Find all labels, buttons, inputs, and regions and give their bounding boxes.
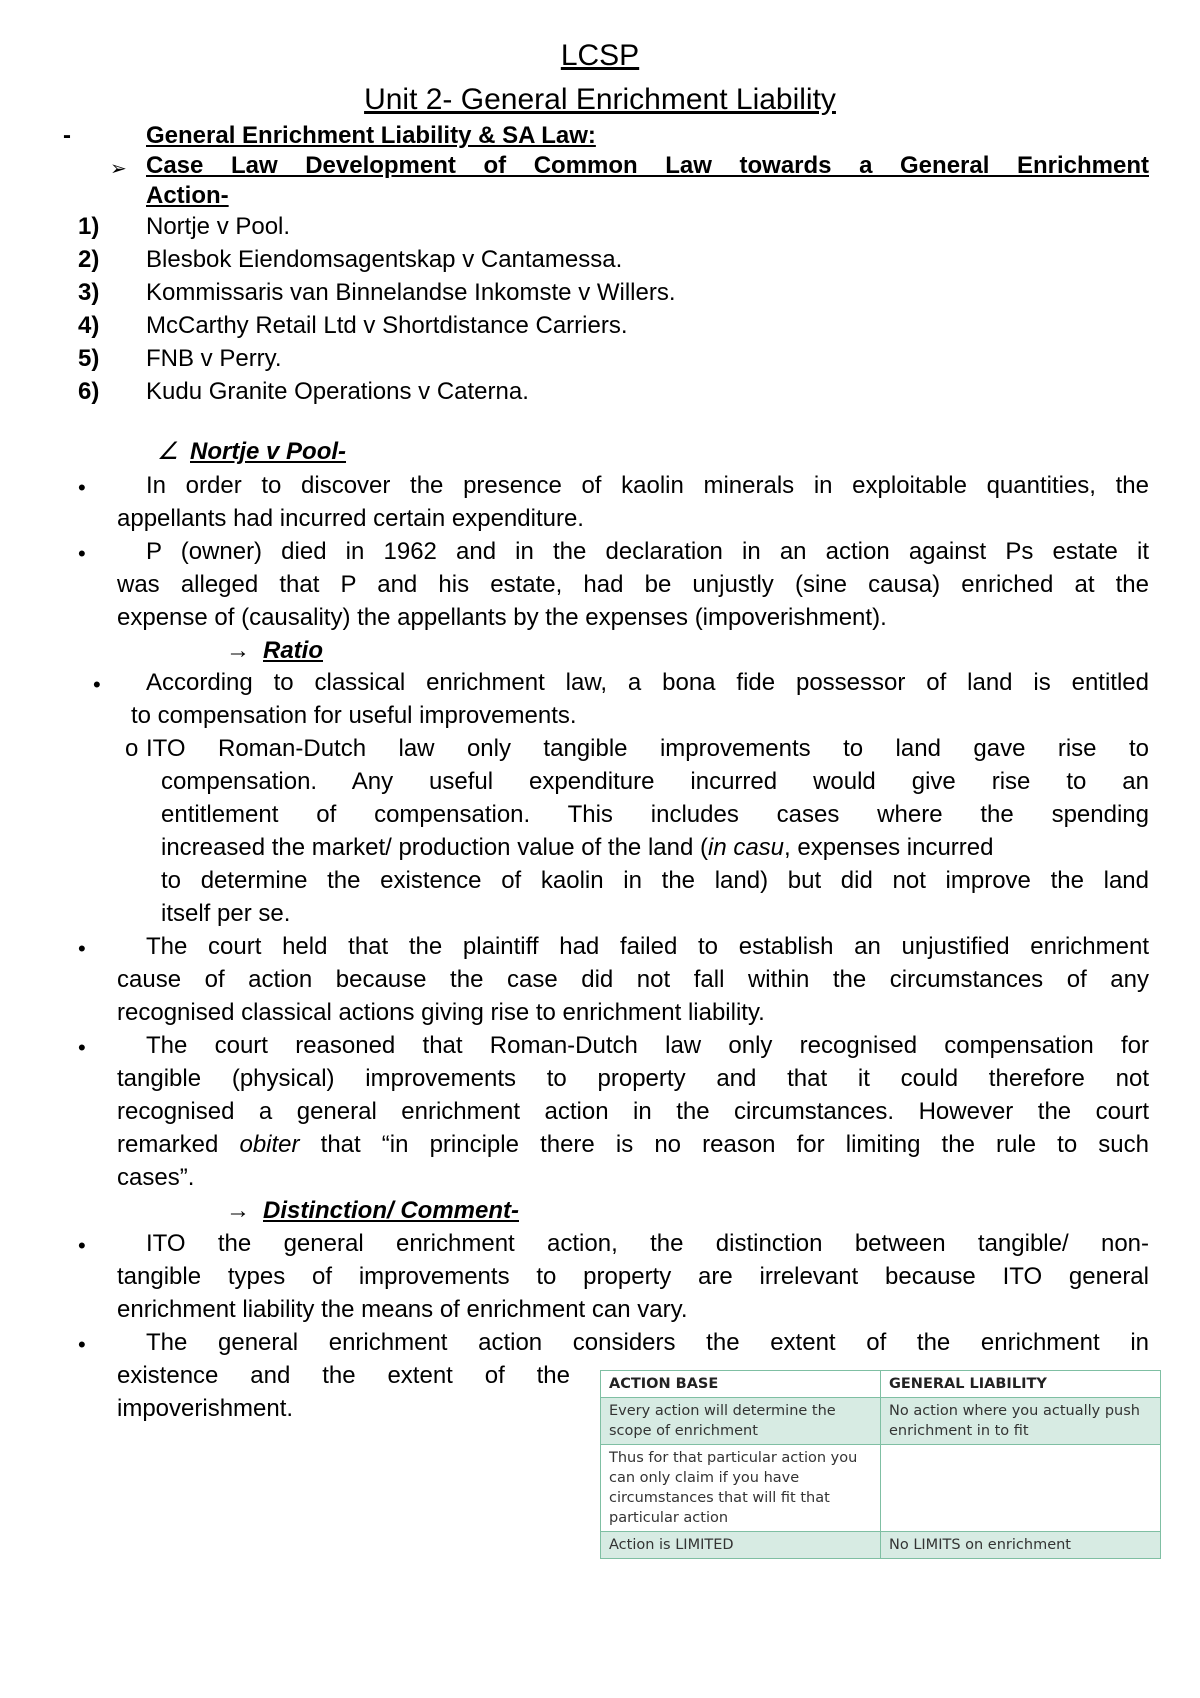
facts-1-line-2: appellants had incurred certain expenditure. xyxy=(117,505,584,532)
table-header-cell: GENERAL LIABILITY xyxy=(881,1371,1161,1398)
ratio-sub-line-3: entitlement of compensation. This includes cases where the spending xyxy=(161,801,1149,828)
facts-2-line-2: was alleged that P and his estate, had be unjustly (sine causa) enriched at the xyxy=(117,571,1149,598)
case-name: McCarthy Retail Ltd v Shortdistance Carriers. xyxy=(146,312,628,339)
section-dash: - xyxy=(63,122,71,149)
held-1-line-1: The court held that the plaintiff had failed to establish an unjustified enrichment xyxy=(146,933,1149,960)
held-text: remarked xyxy=(117,1131,240,1158)
held-2-line-3: recognised a general enrichment action in the circumstances. However the court xyxy=(117,1098,1149,1125)
bullet-icon: • xyxy=(78,1233,86,1258)
course-title: LCSP xyxy=(560,39,640,72)
sub-bullet-icon: o xyxy=(125,735,139,762)
ratio-sub-line-1: ITO Roman-Dutch law only tangible improvements to land gave rise to xyxy=(146,735,1149,762)
right-arrow-icon: → xyxy=(226,1197,250,1224)
bullet-icon: • xyxy=(78,1035,86,1060)
table-row xyxy=(601,1445,1161,1532)
case-number: 1) xyxy=(78,213,100,240)
table-cell xyxy=(881,1445,1161,1532)
ratio-sub-text: increased the market/ production value of the land ( xyxy=(161,834,708,861)
held-2-line-5: cases”. xyxy=(117,1164,195,1191)
dist-1-line-3: enrichment liability the means of enrichment can vary. xyxy=(117,1296,688,1323)
ratio-1-line-1: According to classical enrichment law, a bona fide possessor of land is entitled xyxy=(146,669,1149,696)
nortje-heading: Nortje v Pool- xyxy=(190,438,347,465)
case-name: FNB v Perry. xyxy=(146,345,282,372)
comparison-table xyxy=(600,1370,1161,1559)
case-number: 5) xyxy=(78,345,100,372)
held-2-line-4 xyxy=(117,1131,1149,1159)
table-cell: No action where you actually push enrichment in to fit xyxy=(881,1398,1161,1445)
unit-title: Unit 2- General Enrichment Liability xyxy=(364,83,836,116)
subheading-line-2: Action- xyxy=(146,182,229,209)
table-cell: Action is LIMITED xyxy=(601,1532,881,1559)
facts-2-line-1: P (owner) died in 1962 and in the declaration in an action against Ps estate it xyxy=(146,538,1149,565)
right-arrow-icon: → xyxy=(226,637,250,664)
case-number: 3) xyxy=(78,279,100,306)
held-1-line-3: recognised classical actions giving rise to enrichment liability. xyxy=(117,999,765,1026)
table-cell: Thus for that particular action you can only claim if you have circumstances that will fit that particular action xyxy=(601,1445,881,1532)
case-name: Kudu Granite Operations v Caterna. xyxy=(146,378,529,405)
arrow-bullet-icon: ➢ xyxy=(110,158,127,180)
table-cell: No LIMITS on enrichment xyxy=(881,1532,1161,1559)
table-header-cell: ACTION BASE xyxy=(601,1371,881,1398)
ratio-sub-line-6: itself per se. xyxy=(161,900,291,927)
obiter-text: obiter xyxy=(239,1131,300,1158)
ratio-sub-text: , expenses incurred xyxy=(784,834,994,861)
bullet-icon: • xyxy=(93,672,101,697)
table-row xyxy=(601,1398,1161,1445)
dist-2-line-2: existence and the extent of the xyxy=(117,1362,570,1389)
in-casu-text: in casu xyxy=(707,834,785,861)
subheading-line-1: Case Law Development of Common Law towards a General Enrichment xyxy=(146,152,1149,179)
bullet-icon: • xyxy=(78,541,86,566)
dist-1-line-1: ITO the general enrichment action, the distinction between tangible/ non- xyxy=(146,1230,1149,1257)
ratio-1-line-2: to compensation for useful improvements. xyxy=(131,702,577,729)
facts-2-line-3: expense of (causality) the appellants by the expenses (impoverishment). xyxy=(117,604,887,631)
facts-1-line-1: In order to discover the presence of kaolin minerals in exploitable quantities, the xyxy=(146,472,1149,499)
dist-1-line-2: tangible types of improvements to property are irrelevant because ITO general xyxy=(117,1263,1149,1290)
case-name: Nortje v Pool. xyxy=(146,213,291,240)
case-number: 2) xyxy=(78,246,100,273)
bullet-icon: • xyxy=(78,936,86,961)
ratio-sub-line-5: to determine the existence of kaolin in the land) but did not improve the land xyxy=(161,867,1149,894)
section-heading: General Enrichment Liability & SA Law: xyxy=(146,122,596,149)
dist-2-line-3: impoverishment. xyxy=(117,1395,294,1422)
ratio-sub-line-2: compensation. Any useful expenditure incurred would give rise to an xyxy=(161,768,1149,795)
table-cell: Every action will determine the scope of enrichment xyxy=(601,1398,881,1445)
case-name: Blesbok Eiendomsagentskap v Cantamessa. xyxy=(146,246,623,273)
table-row xyxy=(601,1532,1161,1559)
dist-2-line-1: The general enrichment action considers the extent of the enrichment in xyxy=(146,1329,1149,1356)
bullet-icon: • xyxy=(78,1332,86,1357)
case-number: 4) xyxy=(78,312,100,339)
held-2-line-2: tangible (physical) improvements to property and that it could therefore not xyxy=(117,1065,1149,1092)
case-name: Kommissaris van Binnelandse Inkomste v Willers. xyxy=(146,279,676,306)
ratio-heading: Ratio xyxy=(263,637,323,664)
case-number: 6) xyxy=(78,378,100,405)
angle-icon: ∠ xyxy=(157,438,179,465)
held-2-line-1: The court reasoned that Roman-Dutch law only recognised compensation for xyxy=(146,1032,1149,1059)
ratio-sub-line-4 xyxy=(161,834,993,862)
table-header-row xyxy=(601,1371,1161,1398)
bullet-icon: • xyxy=(78,475,86,500)
distinction-heading: Distinction/ Comment- xyxy=(263,1197,519,1224)
held-text: that “in principle there is no reason for limiting the rule to such xyxy=(299,1131,1149,1158)
held-1-line-2: cause of action because the case did not fall within the circumstances of any xyxy=(117,966,1149,993)
